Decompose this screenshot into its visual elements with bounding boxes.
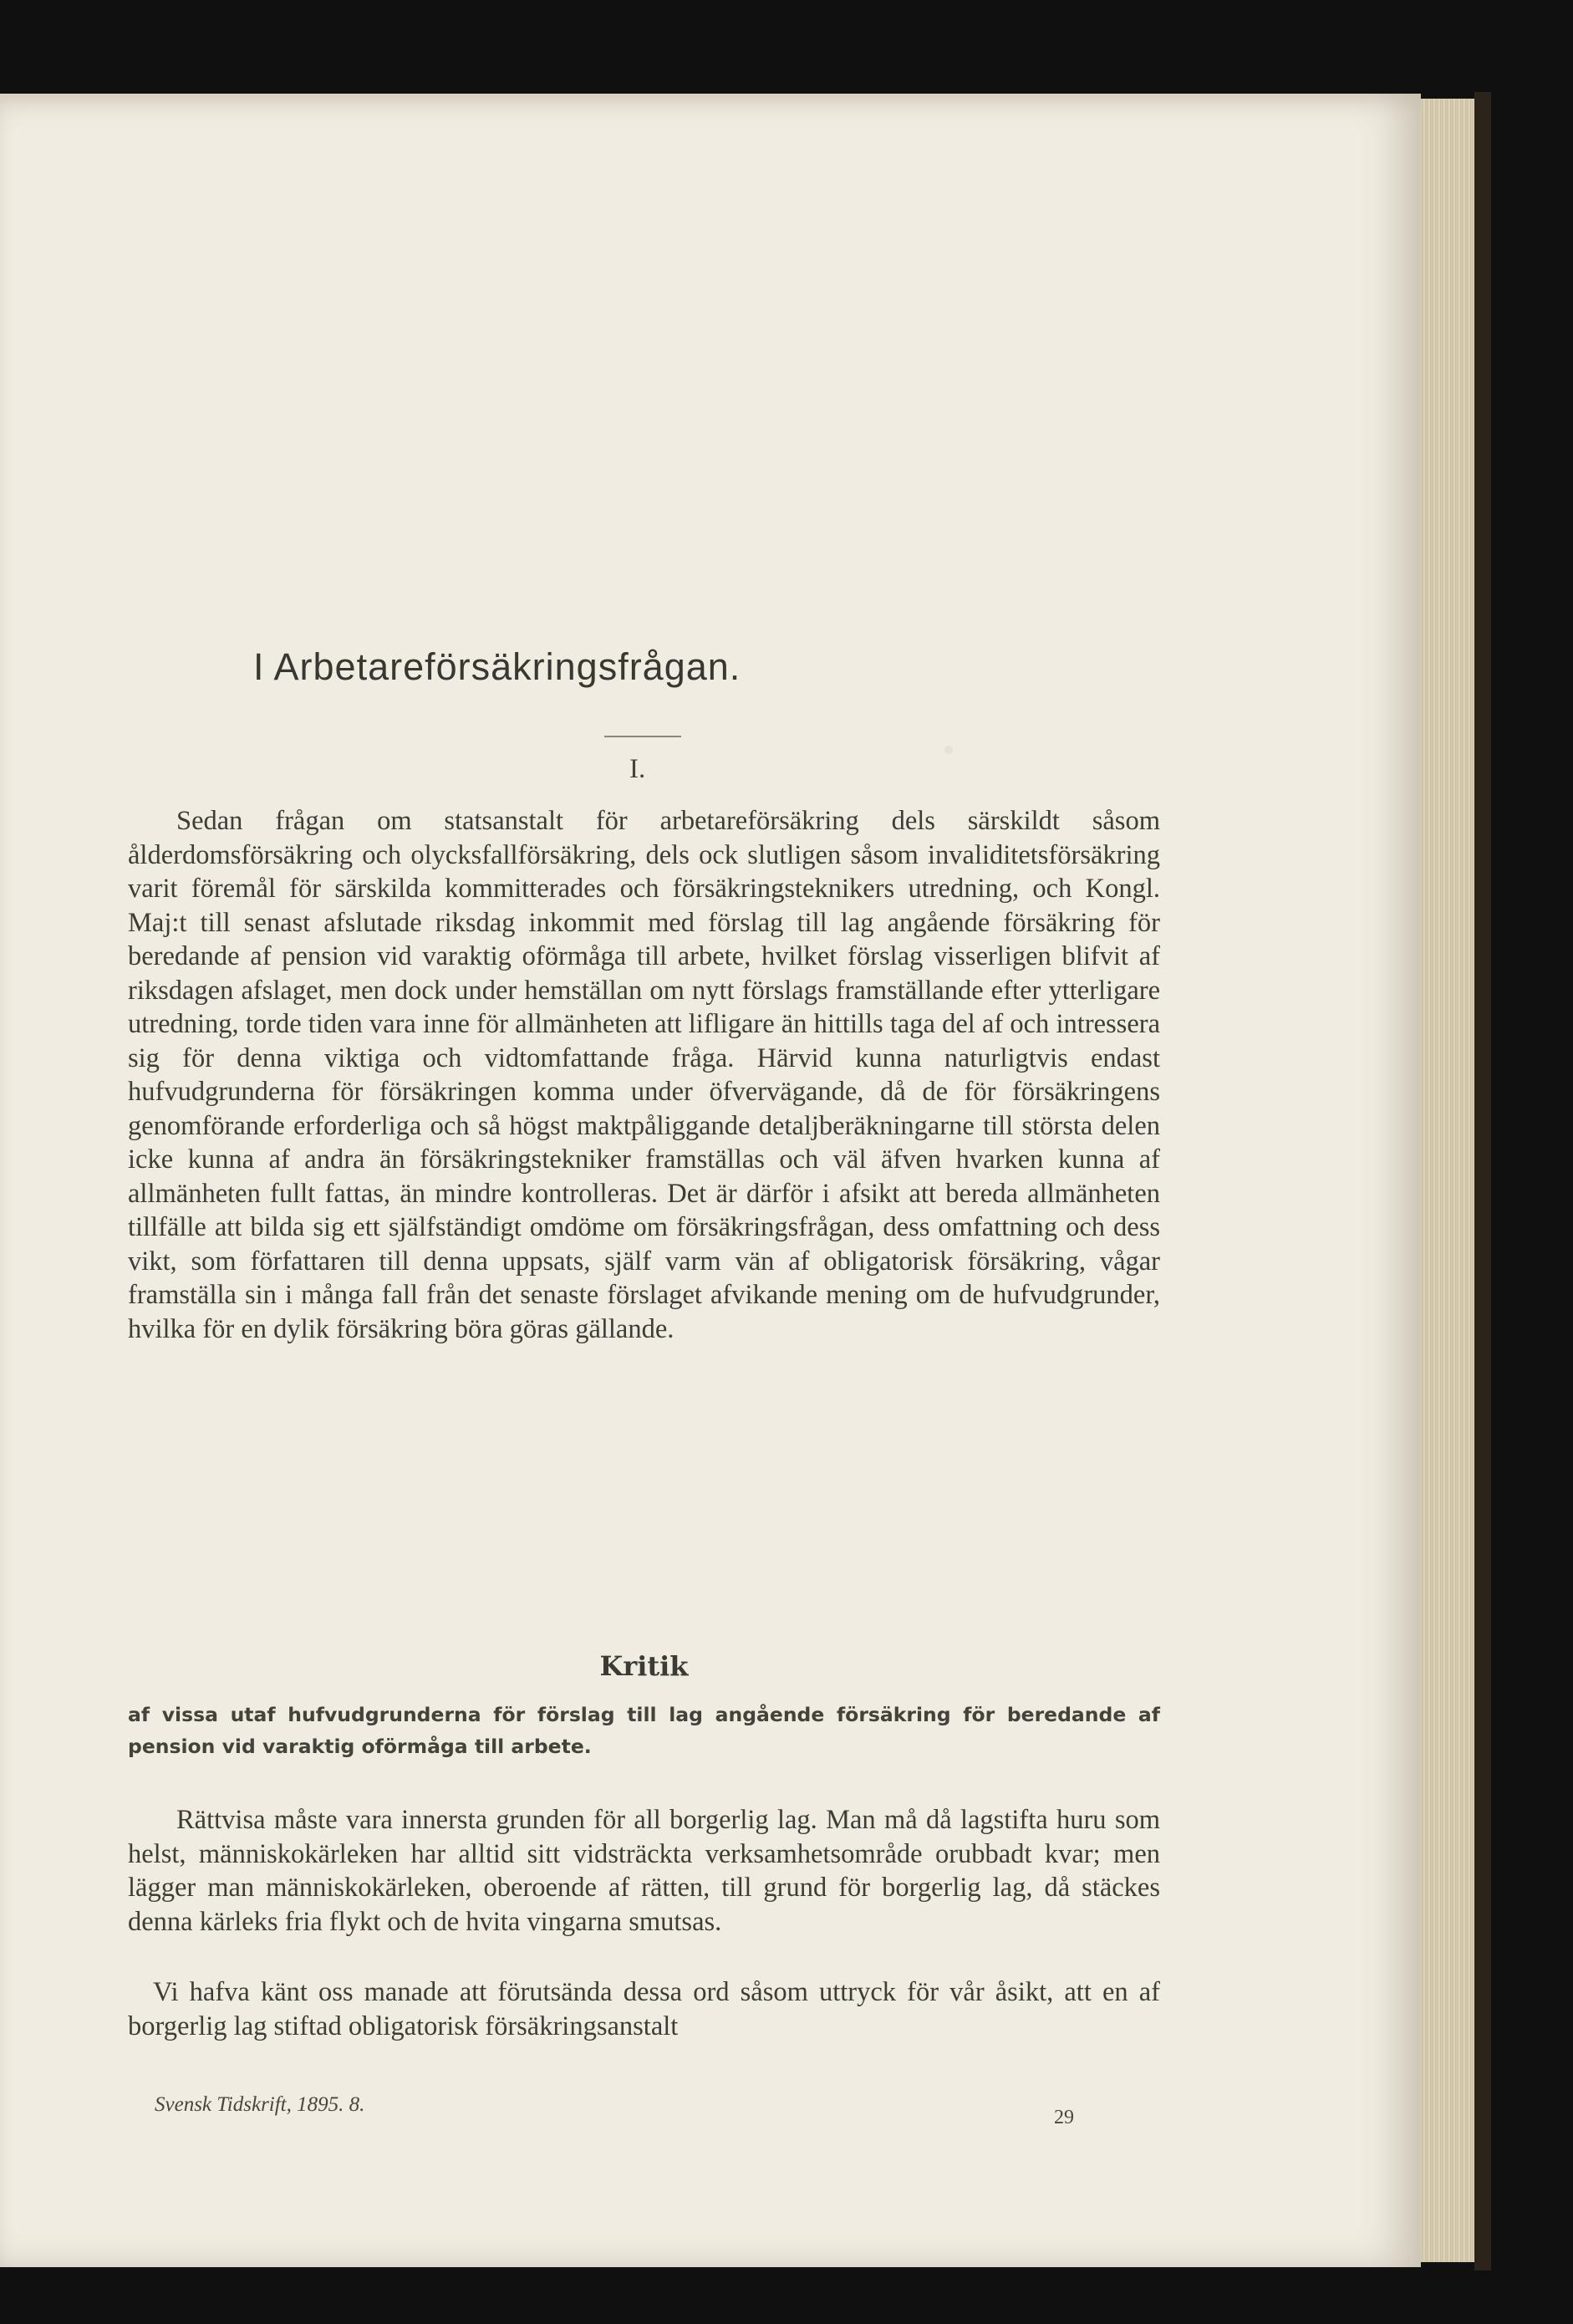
article-title: I Arbetareförsäkringsfrågan. — [253, 645, 741, 688]
paragraph-1: Sedan frågan om statsanstalt för arbetareförsäkring dels särskildt såsom ålderdomsförsäkring och olycksfallförsäkring, dels ock slutligen såsom invaliditetsförsäkring varit föremål för särskilda kommitterades och försäkringsteknikers utredning, och Kongl. Maj:t till senast afslutade riksdag inkommit med förslag till lag angående försäkring för beredande af pension vid varaktig oförmåga till arbete, hvilket förslag visserligen blifvit af riksdagen afslaget, men dock under hemställan om nytt förslags framställande efter ytterligare utredning, torde tiden vara inne för allmänheten att lifligare än hittills taga del af och intressera sig för denna viktiga och vidtomfattande fråga. Härvid kunna naturligtvis endast hufvudgrunderna för försäkringen komma under öfvervägande, då de för försäkringens genomförande erforderliga och så högst maktpåliggande detaljberäkningarne till största delen icke kunna af andra än försäkringstekniker framställas och väl äfven hvarken kunna af allmänheten fullt fattas, än mindre kontrolleras. Det är därför i afsikt att bereda allmänheten tillfälle att bilda sig ett själfständigt omdöme om försäkringsfrågan, dess omfattning och dess vikt, som författaren till denna uppsats, själf varm vän af obligatorisk försäkring, vågar framställa sin i många fall från det senaste förslaget afvikande mening om de hufvudgrunder, hvilka för en dylik försäkring böra göras gällande. — [128, 806, 1160, 1344]
kritik-subheading — [128, 1699, 1160, 1762]
paper-speck — [944, 746, 953, 754]
paragraph-2: Rättvisa måste vara innersta grunden för all borgerlig lag. Man må då lagstifta huru som helst, människokärleken har alltid sitt vidsträckta verksamhetsområde orubbadt kvar; men lägger man människokärleken, oberoende af rätten, till grund för borgerlig lag, då stäckes denna kärleks fria flykt och de hvita vingarna smutsas. — [128, 1805, 1160, 1937]
title-rule — [604, 736, 681, 737]
book-page — [0, 94, 1421, 2267]
kritik-subheading-text: af vissa utaf hufvudgrunderna för förslag till lag angående försäkring för beredande af pension vid varaktig oförmåga till arbete. — [128, 1703, 1160, 1758]
kritik-heading: Kritik — [599, 1650, 689, 1682]
paragraph-3: Vi hafva känt oss manade att förutsända dessa ord såsom uttryck för vår åsikt, att en af borgerlig lag stiftad obligatorisk försäkringsanstalt — [128, 1977, 1160, 2041]
page-edges — [1421, 99, 1474, 2262]
page-number: 29 — [1054, 2107, 1074, 2128]
section-number: I. — [629, 754, 646, 784]
footer-journal: Svensk Tidskrift, 1895. 8. — [155, 2093, 365, 2116]
book-cover-edge — [1474, 92, 1491, 2270]
